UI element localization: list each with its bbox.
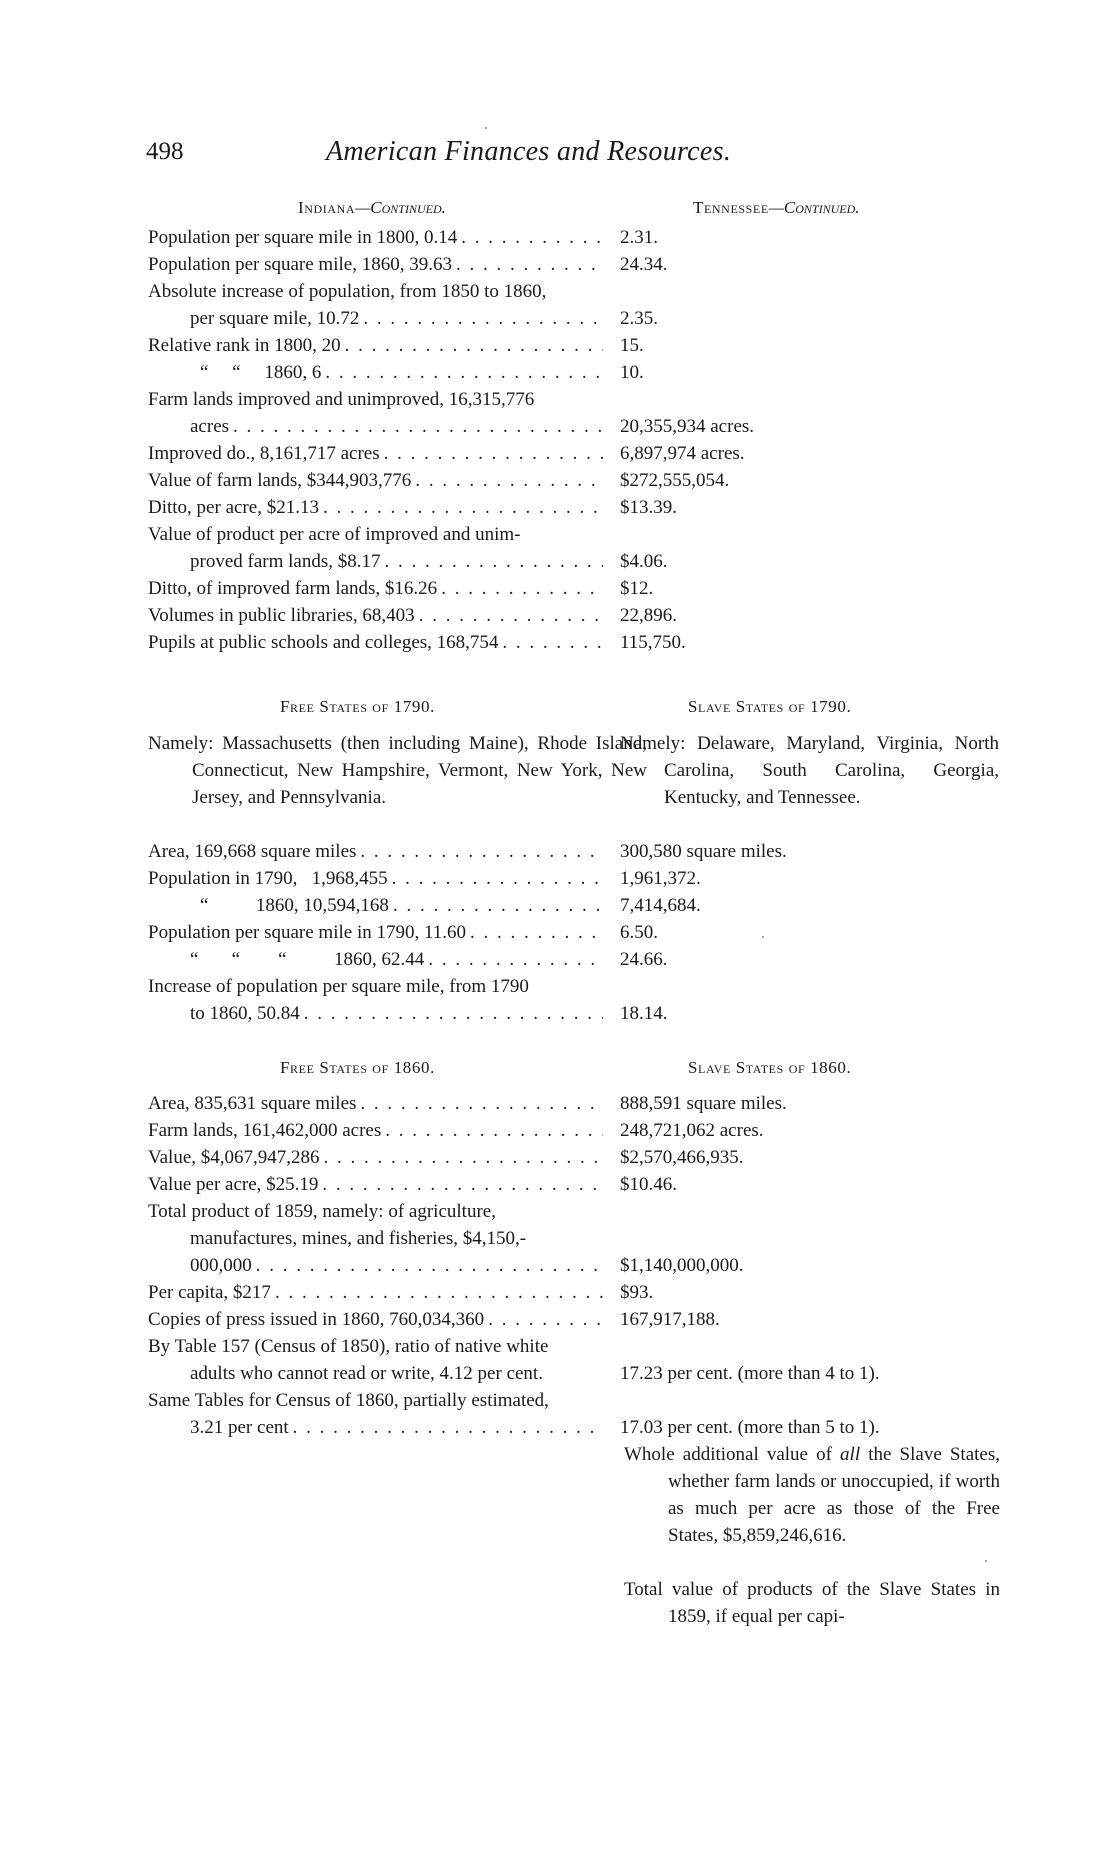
book-page: 498 American Finances and Resources. Indiana—Continued. Tennessee—Continued. Population per square mile in 1800, 0.14 . . . 2.31. Population per square mile, 1860, 39.63 . . . 24.34. Absolute increase of population, from 1850 to 1860, per square mile, 10.72 . . . 2.35. Relative rank in 1800, 20 . . . 15. “ “ 1860, 6 . . . 10. Farm lands improved and unimproved, 16,315,776 acres . . . 20,355,934 acres. Improved do., 8,161,717 acres . . . 6,897,974 acres. Value of farm lands, $344,903,776 . . . $272,555,054. Ditto, per acre, $21.13 . . . $13.39. Value of product per acre of improved and unim- proved farm lands, $8.17 . . . $4.06. Ditto, of improved farm lands, $16.26 . . . $12. Volumes in public libraries, 68,403 . . . 22,896. Pupils at public schools and colleges, 168,754 . . . 115,750. Free States of 1790. Slave States of 1790. Namely: Massachusetts (then including Maine), Rhode Island, Connecticut, New Hampshire, Vermont, New York, New Jersey, and Pennsylvania. Namely: Delaware, Maryland, Virginia, North Carolina, South Carolina, Georgia, Kentucky, and Tennessee. Area, 169,668 square miles . . . 300,580 square miles. Population in 1790, 1,968,455 . . . 1,961,372. “ 1860, 10,594,168 . . . 7,414,684. Population per square mile in 1790, 11.60 . . . 6.50. “ “ “ 1860, 62.44 . . . 24.66. Increase of population per square mile, from 1790 to 1860, 50.84 . . . 18.14. Free States of 1860. Slave States of 1860. Area, 835,631 square miles . . . 888,591 square miles. Farm lands, 161,462,000 acres . . . 248,721,062 acres. Value, $4,067,947,286 . . . $2,570,466,935. Value per acre, $25.19 . . . $10.46. Total product of 1859, namely: of agriculture, manufactures, mines, and fisheries, $4,150,- 000,000 . . . $1,140,000,000. Per capita, $217 . . . $93. Copies of press issued in 1860, 760,034,360 . . . 167,917,188. By Table 157 (Census of 1850), ratio of native white adults who cannot read or write, 4.12 per cent. 17.23 per cent. (more than 4 to 1). Same Tables for Census of 1860, partially estimated, 3.21 per cent . . . 17.03 per cent. (more than 5 to 1). Whole additional value of all the Slave States, whether farm lands or unoccupied, if worth as much per acre as those of the Free States, $5,859,246,616. Total value of products of the Slave States in 1859, if equal per capi- <box>0 0 1096 1850</box>
page-number: 498 <box>146 138 184 165</box>
free-states-1860-heading: Free States of 1860. <box>280 1058 435 1077</box>
free-states-1790-heading: Free States of 1790. <box>280 697 435 716</box>
paper-speck <box>985 1560 987 1562</box>
slave-states-1860-heading: Slave States of 1860. <box>688 1058 852 1077</box>
page-header <box>146 138 946 178</box>
free-states-1790-namely: Namely: Massachusetts (then including Maine), Rhode Island, Connecticut, New Hampshire, Vermont, New York, New Jersey, and Pennsylvania. <box>148 733 647 808</box>
whole-additional-value-note: Whole additional value of all the Slave States, whether farm lands or unoccupied, if worth as much per acre as those of the Free States, $5,859,246,616. <box>624 1444 1000 1546</box>
total-value-products-note: Total value of products of the Slave States in 1859, if equal per capi- <box>624 1579 1000 1627</box>
paper-speck <box>485 127 487 129</box>
slave-states-1790-heading: Slave States of 1790. <box>688 697 852 716</box>
indiana-heading: Indiana—Continued. <box>298 198 446 217</box>
paper-speck <box>762 936 764 938</box>
slave-states-1790-namely: Namely: Delaware, Maryland, Virginia, North Carolina, South Carolina, Georgia, Kentucky, and Tennessee. <box>620 733 999 808</box>
tennessee-heading: Tennessee—Continued. <box>693 198 860 217</box>
running-title: American Finances and Resources. <box>326 136 732 167</box>
